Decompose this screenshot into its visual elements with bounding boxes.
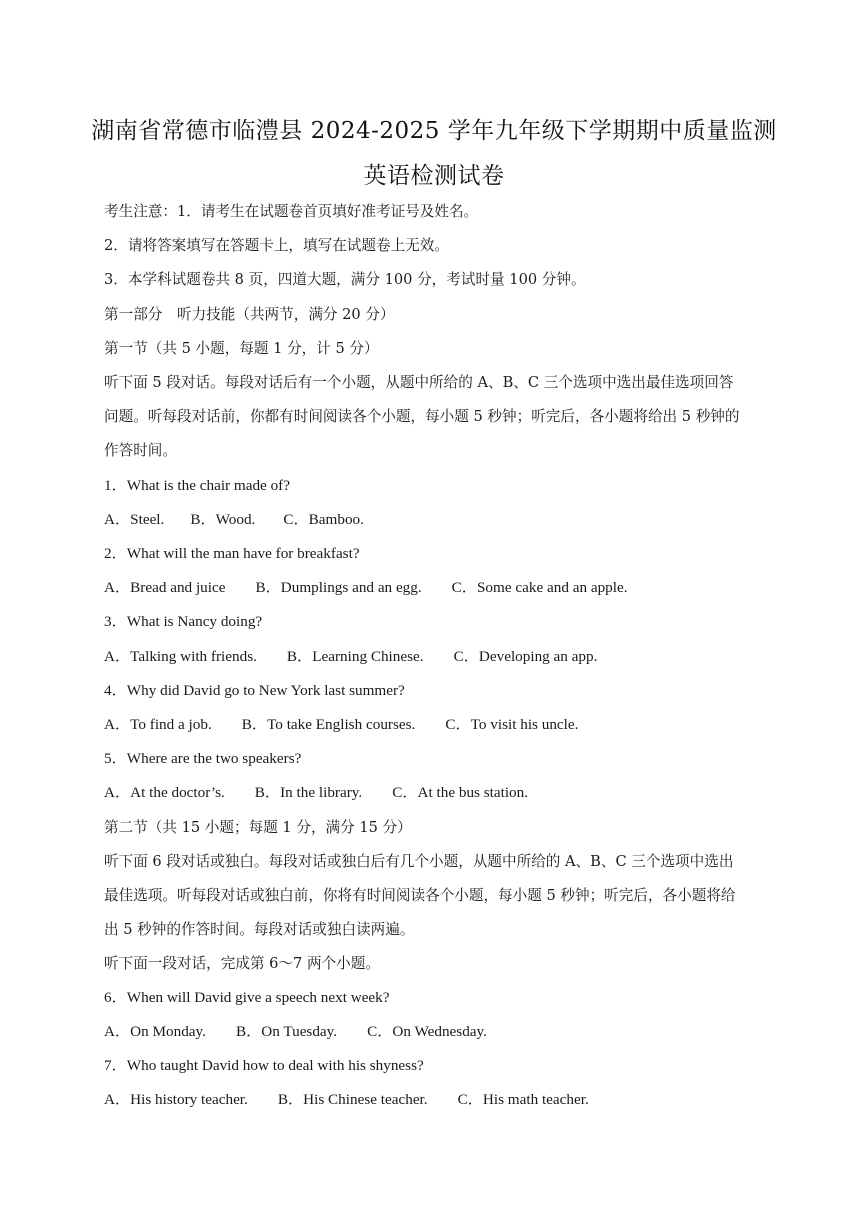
exam-title-line1: 湖南省常德市临澧县 2024-2025 学年九年级下学期期中质量监测 xyxy=(91,118,777,144)
question-options xyxy=(104,578,764,598)
question-stem: 5．Where are the two speakers? xyxy=(104,750,302,767)
option-c: C．Some cake and an apple. xyxy=(451,579,628,596)
section2-instruction-3: 出 5 秒钟的作答时间。每段对话或独白读两遍。 xyxy=(104,921,415,938)
option-c: C．At the bus station. xyxy=(392,784,529,801)
question-options xyxy=(104,647,764,667)
notice-line-2: 2．请将答案填写在答题卡上，填写在试题卷上无效。 xyxy=(104,237,449,254)
question-stem: 1．What is the chair made of? xyxy=(104,477,290,494)
option-a: A．Bread and juice xyxy=(104,579,226,596)
option-c: C．His math teacher. xyxy=(457,1091,589,1108)
option-a: A．Talking with friends. xyxy=(104,648,257,665)
section2-instruction-1: 听下面 6 段对话或独白。每段对话或独白后有几个小题，从题中所给的 A、B、C 三个选项中选出 xyxy=(104,853,734,870)
option-a: A．His history teacher. xyxy=(104,1091,248,1108)
option-c: C．On Wednesday. xyxy=(367,1023,487,1040)
notice-line-3: 3．本学科试题卷共 8 页，四道大题，满分 100 分，考试时量 100 分钟。 xyxy=(104,271,586,288)
section2-sub-instruction: 听下面一段对话，完成第 6～7 两个小题。 xyxy=(104,955,380,972)
option-b: B．To take English courses. xyxy=(241,716,416,733)
section2-instruction-2: 最佳选项。听每段对话或独白前，你将有时间阅读各个小题，每小题 5 秒钟；听完后，各小题将给 xyxy=(104,887,736,904)
exam-title-line2: 英语检测试卷 xyxy=(363,163,505,189)
option-a: A．At the doctor’s. xyxy=(104,784,225,801)
option-b: B．Dumplings and an egg. xyxy=(255,579,422,596)
notice-line-1: 考生注意：1．请考生在试题卷首页填好准考证号及姓名。 xyxy=(104,203,479,220)
question-stem: 7．Who taught David how to deal with his shyness? xyxy=(104,1057,424,1074)
question-stem: 3．What is Nancy doing? xyxy=(104,613,263,630)
option-c: C．Bamboo. xyxy=(283,511,364,528)
section2-heading: 第二节（共 15 小题；每题 1 分，满分 15 分） xyxy=(104,819,412,836)
option-a: A．To find a job. xyxy=(104,716,212,733)
section1-instruction-1: 听下面 5 段对话。每段对话后有一个小题，从题中所给的 A、B、C 三个选项中选出最佳选项回答 xyxy=(104,374,734,391)
option-a: A．On Monday. xyxy=(104,1023,206,1040)
question-options xyxy=(104,783,764,803)
question-stem: 4．Why did David go to New York last summer? xyxy=(104,682,405,699)
option-c: C．To visit his uncle. xyxy=(445,716,579,733)
option-c: C．Developing an app. xyxy=(453,648,598,665)
option-a: A．Steel. xyxy=(104,511,165,528)
option-b: B．Learning Chinese. xyxy=(286,648,424,665)
option-b: B．Wood. xyxy=(190,511,256,528)
question-stem: 6．When will David give a speech next week? xyxy=(104,989,390,1006)
question-stem: 2．What will the man have for breakfast? xyxy=(104,545,360,562)
section1-instruction-2: 问题。听每段对话前，你都有时间阅读各个小题，每小题 5 秒钟；听完后，各小题将给出 5 秒钟的 xyxy=(104,408,740,425)
question-options xyxy=(104,510,764,530)
option-b: B．On Tuesday. xyxy=(235,1023,338,1040)
question-options xyxy=(104,715,764,735)
section1-heading: 第一节（共 5 小题，每题 1 分，计 5 分） xyxy=(104,340,379,357)
option-b: B．In the library. xyxy=(254,784,363,801)
option-b: B．His Chinese teacher. xyxy=(277,1091,428,1108)
question-options xyxy=(104,1022,764,1042)
part1-heading: 第一部分 听力技能（共两节，满分 20 分） xyxy=(104,306,395,323)
question-options xyxy=(104,1090,764,1110)
section1-instruction-3: 作答时间。 xyxy=(104,442,177,459)
